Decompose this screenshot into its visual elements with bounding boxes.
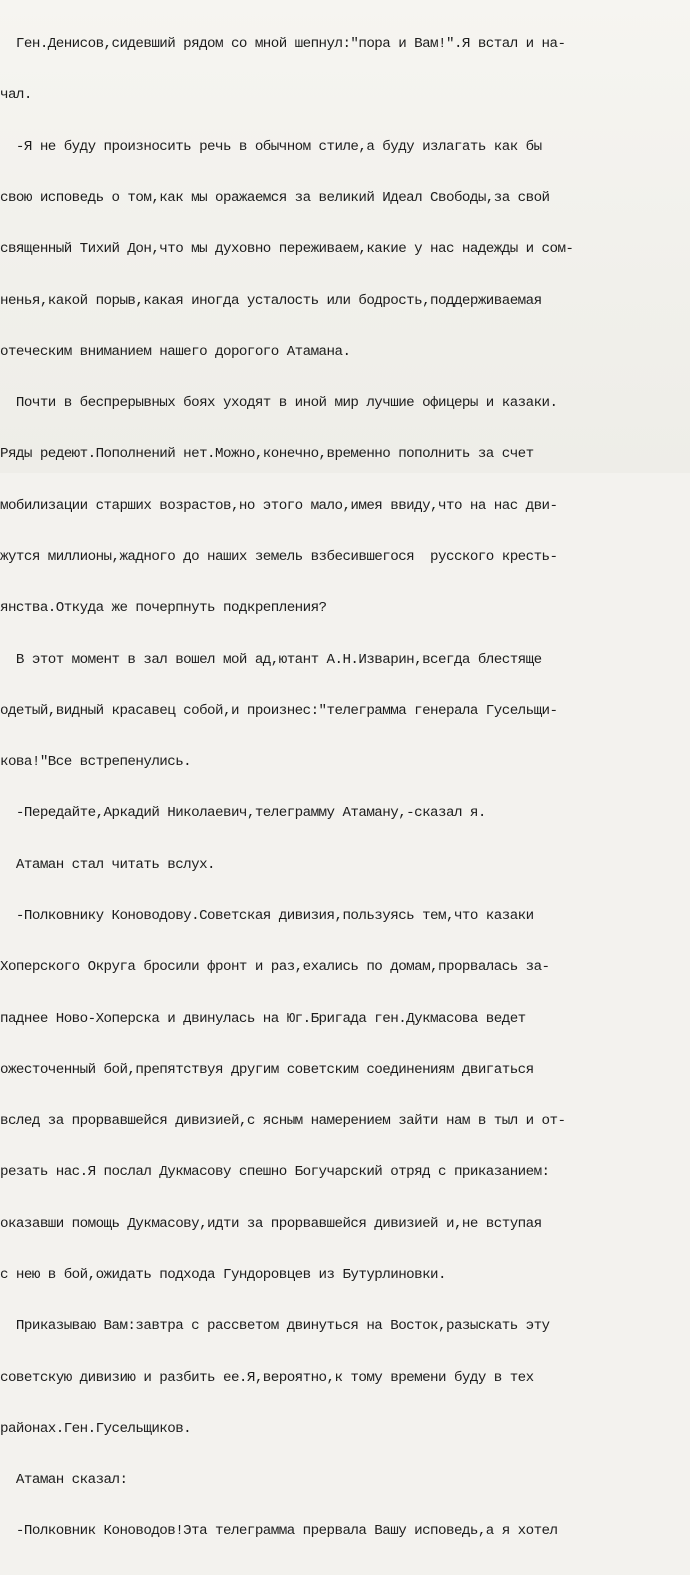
text-line: оказавши помощь Дукмасову,идти за прорвавшейся дивизией и,не вступая: [0, 1215, 542, 1232]
text-line: В этот момент в зал вошел мой ад,ютант А.Н.Изварин,всегда блестяще: [0, 651, 542, 668]
text-line: районах.Ген.Гусельщиков.: [0, 1420, 192, 1437]
text-line: резать нас.Я послал Дукмасову спешно Богучарский отряд с приказанием:: [0, 1164, 550, 1181]
text-line: жутся миллионы,жадного до наших земель взбесившегося русского кресть-: [0, 549, 558, 565]
text-line: Атаман сказал:: [0, 1472, 128, 1489]
text-line: -Передайте,Аркадий Николаевич,телеграмму Атаману,-сказал я.: [0, 805, 486, 822]
text-line: ненья,какой порыв,какая иногда усталость или бодрость,поддерживаемая: [0, 292, 542, 309]
text-line: советскую дивизию и разбить ее.Я,вероятно,к тому времени буду в тех: [0, 1369, 534, 1386]
text-line: Ген.Денисов,сидевший рядом со мной шепнул:"пора и Вам!".Я встал и на-: [0, 36, 566, 53]
text-line: мобилизации старших возрастов,но этого мало,имея ввиду,что на нас дви-: [0, 497, 558, 514]
text-line: -Полковник Коноводов!Эта телеграмма прервала Вашу исповедь,а я хотел: [0, 1523, 558, 1540]
text-line: вслед за прорвавшейся дивизией,с ясным намерением зайти нам в тыл и от-: [0, 1113, 566, 1130]
text-line: священный Тихий Дон,что мы духовно переживаем,какие у нас надежды и сом-: [0, 241, 574, 258]
text-line: ожесточенный бой,препятствуя другим советским соединениям двигаться: [0, 1061, 534, 1078]
text-line: чал.: [0, 87, 32, 104]
text-line: Ряды редеют.Пополнений нет.Можно,конечно,временно пополнить за счет: [0, 446, 534, 463]
text-line: одетый,видный красавец собой,и произнес:"телеграмма генерала Гусельщи-: [0, 702, 558, 719]
text-line: с нею в бой,ожидать подхода Гундоровцев из Бутурлиновки.: [0, 1266, 446, 1283]
text-line: свою исповедь о том,как мы оражаемся за великий Идеал Свободы,за свой: [0, 190, 550, 207]
text-line: Хоперского Округа бросили фронт и раз,ехались по домам,прорвалась за-: [0, 959, 550, 976]
text-line: -Полковнику Коноводову.Советская дивизия,пользуясь тем,что казаки: [0, 907, 534, 924]
typewritten-text: [0, 2, 690, 1575]
text-line: янства.Откуда же почерпнуть подкрепления?: [0, 600, 327, 617]
text-line: отеческим вниманием нашего дорогого Атамана.: [0, 343, 351, 360]
text-line: паднее Ново-Хоперска и двинулась на Юг.Бригада ген.Дукмасова ведет: [0, 1010, 526, 1027]
text-line: Приказываю Вам:завтра с рассветом двинуться на Восток,разыскать эту: [0, 1318, 550, 1335]
text-line: Атаман стал читать вслух.: [0, 856, 216, 873]
text-line: кова!"Все встрепенулись.: [0, 754, 192, 771]
text-line: Почти в беспрерывных боях уходят в иной мир лучшие офицеры и казаки.: [0, 395, 558, 412]
text-line: -Я не буду произносить речь в обычном стиле,а буду излагать как бы: [0, 138, 542, 155]
